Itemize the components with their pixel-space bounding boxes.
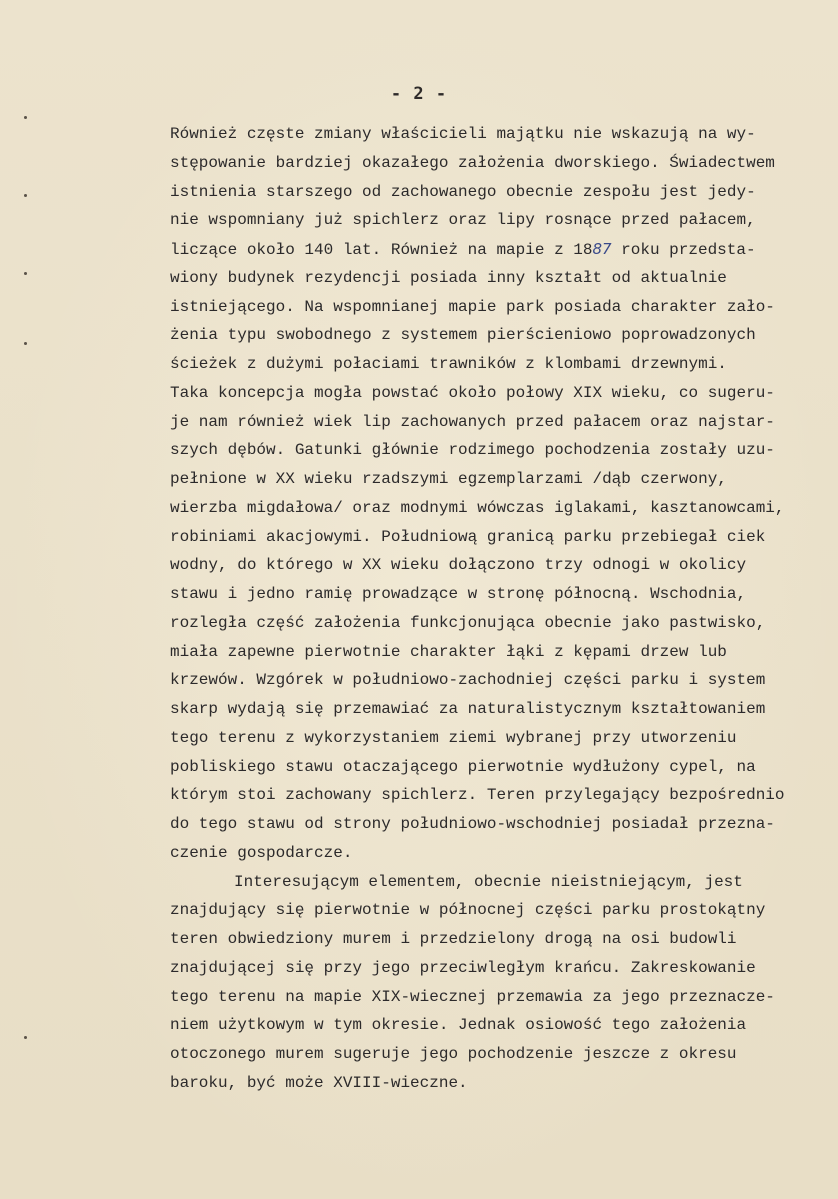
text-line: teren obwiedziony murem i przedzielony drogą na osi budowli	[170, 930, 737, 948]
text-line: stępowanie bardziej okazałego założenia dworskiego. Świadectwem	[170, 153, 775, 172]
text-line: czenie gospodarcze.	[170, 843, 353, 862]
text-line: wodny, do którego w XX wieku dołączono trzy odnogi w okolicy	[170, 556, 747, 575]
text-line: stawu i jedno ramię prowadzące w stronę północną. Wschodnia,	[170, 585, 747, 603]
text-line: Również częste zmiany właścicieli majątku nie wskazują na wy-	[170, 125, 756, 143]
text-line: do tego stawu od strony południowo-wschodniej posiadał przezna-	[170, 815, 775, 833]
text-line: niem użytkowym w tym okresie. Jednak osiowość tego założenia	[170, 1016, 747, 1035]
paragraph-first-line: Interesującym elementem, obecnie nieistniejącym, jest	[234, 872, 743, 891]
binding-hole-mark	[24, 1036, 27, 1039]
text-line: je nam również wiek lip zachowanych przed pałacem oraz najstar-	[170, 412, 775, 431]
text-line: otoczonego murem sugeruje jego pochodzenie jeszcze z okresu	[170, 1045, 737, 1063]
text-line: wierzba migdałowa/ oraz modnymi wówczas iglakami, kasztanowcami,	[170, 498, 785, 517]
text-line: istniejącego. Na wspomnianej mapie park posiada charakter zało-	[170, 297, 775, 316]
text-line: wiony budynek rezydencji posiada inny kształt od aktualnie	[170, 268, 727, 287]
text-line: znajdującej się przy jego przeciwległym krańcu. Zakreskowanie	[170, 958, 756, 977]
binding-hole-mark	[24, 272, 27, 275]
typed-text-body	[170, 120, 820, 1098]
handwritten-correction: 87	[592, 240, 612, 258]
text-line-with-correction	[170, 235, 820, 264]
text-line: robiniami akacjowymi. Południową granicą parku przebiegał ciek	[170, 527, 766, 546]
text-line: miała zapewne pierwotnie charakter łąki z kępami drzew lub	[170, 642, 727, 661]
text-line: którym stoi zachowany spichlerz. Teren przylegający bezpośrednio	[170, 786, 785, 805]
text-line: skarp wydają się przemawiać za naturalistycznym kształtowaniem	[170, 700, 766, 718]
binding-hole-mark	[24, 194, 27, 197]
text-line: ścieżek z dużymi połaciami trawników z klombami drzewnymi.	[170, 355, 727, 373]
text-line: nie wspomniany już spichlerz oraz lipy rosnące przed pałacem,	[170, 211, 756, 230]
text-line-end: roku przedsta-	[611, 241, 756, 259]
text-line: baroku, być może XVIII-wieczne.	[170, 1073, 468, 1092]
text-line: pobliskiego stawu otaczającego pierwotnie wydłużony cypel, na	[170, 757, 756, 776]
text-line: żenia typu swobodnego z systemem pierścieniowo poprowadzonych	[170, 326, 756, 345]
text-line: znajdujący się pierwotnie w północnej części parku prostokątny	[170, 901, 766, 920]
text-line: krzewów. Wzgórek w południowo-zachodniej części parku i system	[170, 671, 766, 690]
page-number: - 2 -	[390, 84, 448, 104]
binding-hole-mark	[24, 342, 27, 345]
text-line: pełnione w XX wieku rzadszymi egzemplarzami /dąb czerwony,	[170, 470, 727, 488]
text-line: rozległa część założenia funkcjonująca obecnie jako pastwisko,	[170, 613, 766, 632]
text-line: Taka koncepcja mogła powstać około połowy XIX wieku, co sugeru-	[170, 383, 775, 402]
text-line: tego terenu na mapie XIX-wiecznej przemawia za jego przeznacze-	[170, 987, 775, 1006]
text-line-start: liczące około 140 lat. Również na mapie z 18	[170, 241, 593, 259]
text-line: szych dębów. Gatunki głównie rodzimego pochodzenia zostały uzu-	[170, 441, 775, 460]
text-line: tego terenu z wykorzystaniem ziemi wybranej przy utworzeniu	[170, 728, 737, 747]
binding-hole-mark	[24, 116, 27, 119]
text-line: istnienia starszego od zachowanego obecnie zespołu jest jedy-	[170, 182, 756, 201]
